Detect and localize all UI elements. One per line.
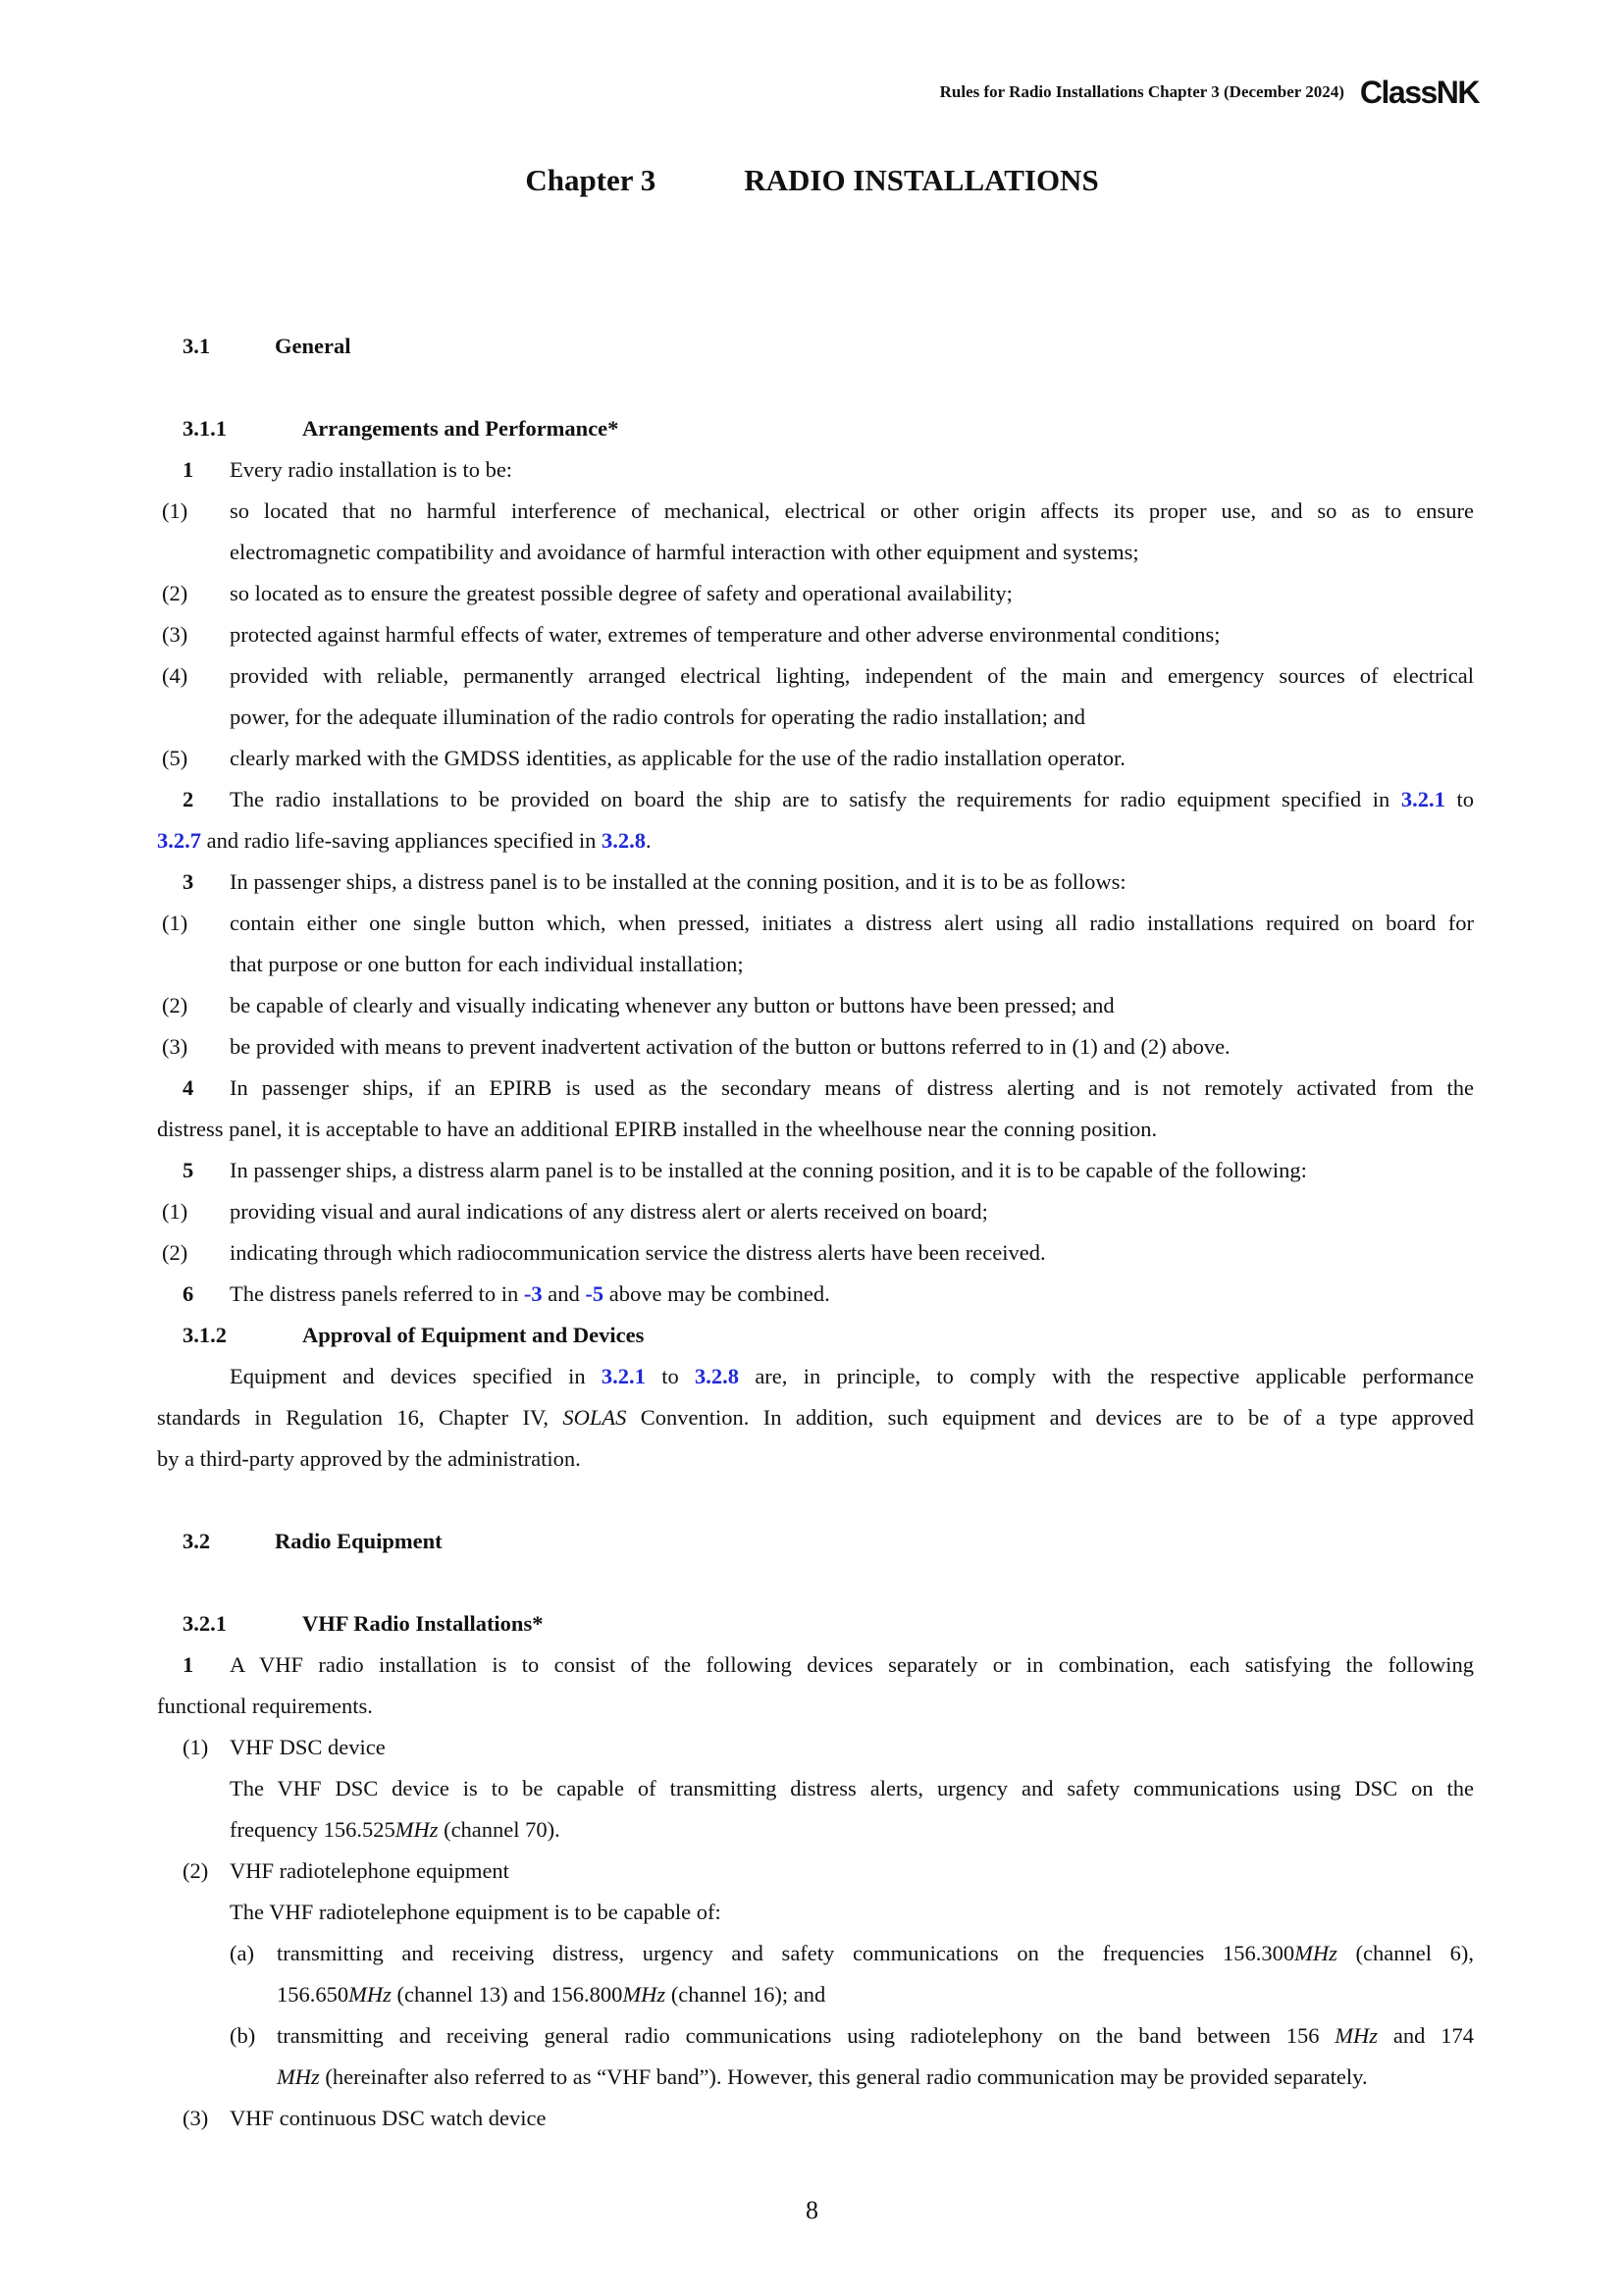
paragraph: [157, 1068, 1474, 1109]
paragraph: [157, 449, 1474, 491]
classnk-logo: ClassNK: [1359, 75, 1479, 110]
item-title: VHF DSC device: [230, 1735, 386, 1759]
item-text: The VHF DSC device is to be capable of transmitting distress alerts, urgency and safety communications using DSC on the: [230, 1776, 1474, 1800]
paragraph-continuation: distress panel, it is acceptable to have an additional EPIRB installed in the wheelhouse near the conning position.: [157, 1117, 1158, 1141]
paragraph-text: to: [1444, 787, 1474, 811]
item-number: (1): [162, 1199, 188, 1224]
list-item: [157, 1727, 1474, 1768]
section-number: 3.1: [183, 334, 211, 358]
paragraph: [157, 861, 1474, 903]
paragraph: [157, 1274, 1474, 1315]
item-text: be capable of clearly and visually indicating whenever any button or buttons have been pressed; and: [230, 993, 1115, 1018]
paragraph-text: Convention. In addition, such equipment and devices are to be of a type approved: [626, 1405, 1474, 1430]
cross-reference-link[interactable]: -3: [523, 1281, 543, 1306]
list-item: [157, 2098, 1474, 2139]
item-number: (2): [162, 993, 188, 1018]
article-number: 3.1.1: [183, 416, 227, 441]
item-number: (2): [162, 581, 188, 605]
list-item: [157, 738, 1474, 779]
item-number: (2): [183, 1858, 209, 1883]
cross-reference-link[interactable]: 3.2.8: [695, 1364, 740, 1388]
unit: MHz: [622, 1982, 666, 2007]
unit: MHz: [277, 2064, 320, 2089]
item-text: frequency 156.525: [230, 1817, 395, 1842]
item-continuation: that purpose or one button for each individual installation;: [230, 952, 744, 976]
paragraph-number: 2: [183, 787, 194, 811]
paragraph-text: Equipment and devices specified in: [230, 1364, 602, 1388]
page-number: 8: [806, 2196, 818, 2224]
paragraph: [157, 1150, 1474, 1191]
paragraph-number: 1: [183, 457, 194, 482]
article-number: 3.2.1: [183, 1611, 227, 1636]
item-text: be provided with means to prevent inadvertent activation of the button or buttons referred to in (1) and (2) above.: [230, 1034, 1231, 1059]
list-item: [157, 1851, 1474, 1892]
item-text: so located that no harmful interference of mechanical, electrical or other origin affects its proper use, and so as to ensure: [230, 498, 1474, 523]
cross-reference-link[interactable]: 3.2.7: [157, 828, 201, 853]
item-text: indicating through which radiocommunication service the distress alerts have been received.: [230, 1240, 1046, 1265]
list-item: [157, 614, 1474, 655]
convention-name: SOLAS: [562, 1405, 627, 1430]
cross-reference-link[interactable]: 3.2.8: [601, 828, 646, 853]
unit: MHz: [394, 1817, 439, 1842]
item-text: protected against harmful effects of water, extremes of temperature and other adverse environmental conditions;: [230, 622, 1221, 647]
item-text: The VHF radiotelephone equipment is to be capable of:: [230, 1900, 721, 1924]
article-heading: [157, 408, 1474, 449]
paragraph-continuation: functional requirements.: [157, 1694, 373, 1718]
list-item: [157, 1232, 1474, 1274]
item-number: (1): [183, 1735, 209, 1759]
item-text: providing visual and aural indications of any distress alert or alerts received on board;: [230, 1199, 988, 1224]
item-number: (3): [162, 622, 188, 647]
sub-item-segment: and 174: [1378, 2023, 1474, 2048]
item-text: clearly marked with the GMDSS identities, as applicable for the use of the radio installation operator.: [230, 746, 1126, 770]
list-item: [157, 1191, 1474, 1232]
paragraph-text: A VHF radio installation is to consist of the following devices separately or in combination, each satisfying the following: [230, 1652, 1474, 1677]
sub-item-continuation: [157, 2057, 1474, 2098]
sub-item-segment: (hereinafter also referred to as “VHF band”). However, this general radio communication may be provided separately.: [319, 2064, 1368, 2089]
sub-item-segment: transmitting and receiving distress, urgency and safety communications on the frequencies 156.300: [277, 1941, 1295, 1965]
section-title: General: [275, 334, 351, 358]
list-item: [157, 903, 1474, 944]
item-continuation: [157, 1809, 1474, 1851]
paragraph-number: 4: [183, 1075, 194, 1100]
paragraph-number: 5: [183, 1158, 194, 1182]
paragraph-number: 3: [183, 869, 194, 894]
paragraph: [157, 1356, 1474, 1397]
sub-item-number: (a): [230, 1941, 254, 1965]
list-item: [157, 655, 1474, 697]
sub-item-segment: transmitting and receiving general radio communications using radiotelephony on the band between 156: [277, 2023, 1336, 2048]
sub-item-segment: (channel 6),: [1336, 1941, 1474, 1965]
article-title: Arrangements and Performance*: [302, 416, 619, 441]
item-text: contain either one single button which, when pressed, initiates a distress alert using all radio installations required on board for: [230, 911, 1474, 935]
list-item: [157, 491, 1474, 532]
item-title: VHF continuous DSC watch device: [230, 2106, 547, 2130]
article-title: VHF Radio Installations*: [302, 1611, 544, 1636]
item-number: (5): [162, 746, 188, 770]
sub-item-segment: (channel 13) and 156.800: [391, 1982, 623, 2007]
paragraph-text: In passenger ships, a distress panel is to be installed at the conning position, and it is to be as follows:: [230, 869, 1126, 894]
sub-item-number: (b): [230, 2023, 256, 2048]
chapter-number: Chapter 3: [525, 163, 656, 197]
list-item: [157, 1026, 1474, 1068]
paragraph: [157, 779, 1474, 820]
cross-reference-link[interactable]: 3.2.1: [1400, 787, 1445, 811]
section-number: 3.2: [183, 1529, 211, 1553]
item-number: (3): [162, 1034, 188, 1059]
running-header: [940, 77, 1479, 108]
paragraph-text: standards in Regulation 16, Chapter IV,: [157, 1405, 563, 1430]
unit: MHz: [1294, 1941, 1337, 1965]
item-number: (1): [162, 911, 188, 935]
paragraph-continuation: by a third-party approved by the administration.: [157, 1446, 581, 1471]
item-number: (3): [183, 2106, 209, 2130]
paragraph-text: The distress panels referred to in: [230, 1281, 524, 1306]
paragraph-text: are, in principle, to comply with the respective applicable performance: [739, 1364, 1474, 1388]
item-continuation: electromagnetic compatibility and avoidance of harmful interaction with other equipment and systems;: [230, 540, 1139, 564]
cross-reference-link[interactable]: 3.2.1: [601, 1364, 646, 1388]
item-text: provided with reliable, permanently arranged electrical lighting, independent of the main and emergency sources of electrical: [230, 663, 1474, 688]
item-text: (channel 70).: [438, 1817, 560, 1842]
item-continuation: power, for the adequate illumination of the radio controls for operating the radio installation; and: [230, 704, 1085, 729]
paragraph-continuation: [157, 820, 1474, 861]
item-title: VHF radiotelephone equipment: [230, 1858, 509, 1883]
running-title: Rules for Radio Installations Chapter 3 (December 2024): [939, 82, 1344, 101]
sub-item-text: [277, 2015, 1474, 2057]
section-title: Radio Equipment: [275, 1529, 443, 1553]
item-number: (4): [162, 663, 188, 688]
item-number: (1): [162, 498, 188, 523]
article-heading: [157, 1315, 1474, 1356]
paragraph-text: In passenger ships, if an EPIRB is used as the secondary means of distress alerting and is not remotely activated from the: [230, 1075, 1474, 1100]
sub-item-continuation: [157, 1974, 1474, 2015]
sub-item-text: [277, 1933, 1474, 1974]
paragraph-text: The radio installations to be provided on board the ship are to satisfy the requirements for radio equipment specified in: [230, 787, 1401, 811]
paragraph-continuation: [157, 1397, 1474, 1438]
sub-item-segment: (channel 16); and: [665, 1982, 826, 2007]
sub-item: [157, 2015, 1474, 2057]
chapter-heading: [0, 163, 1624, 198]
paragraph-text: and: [542, 1281, 586, 1306]
paragraph-text: Every radio installation is to be:: [230, 457, 513, 482]
unit: MHz: [1335, 2023, 1379, 2048]
article-title: Approval of Equipment and Devices: [302, 1323, 645, 1347]
list-item: [157, 573, 1474, 614]
section-heading: [157, 326, 1474, 367]
paragraph-text: to: [645, 1364, 696, 1388]
document-body: [157, 326, 1474, 2139]
sub-item-segment: 156.650: [277, 1982, 349, 2007]
list-item: [157, 985, 1474, 1026]
paragraph-text: In passenger ships, a distress alarm panel is to be installed at the conning position, and it is to be capable of the following:: [230, 1158, 1307, 1182]
cross-reference-link[interactable]: -5: [585, 1281, 604, 1306]
unit: MHz: [348, 1982, 392, 2007]
article-heading: [157, 1603, 1474, 1644]
paragraph: [157, 1644, 1474, 1686]
paragraph-text: and radio life-saving appliances specified in: [201, 828, 602, 853]
section-heading: [157, 1521, 1474, 1562]
item-text: so located as to ensure the greatest possible degree of safety and operational availability;: [230, 581, 1013, 605]
sub-item: [157, 1933, 1474, 1974]
item-number: (2): [162, 1240, 188, 1265]
paragraph-number: 6: [183, 1281, 194, 1306]
article-number: 3.1.2: [183, 1323, 227, 1347]
paragraph-text: above may be combined.: [603, 1281, 830, 1306]
chapter-title: RADIO INSTALLATIONS: [744, 163, 1099, 197]
paragraph-text: .: [645, 828, 652, 853]
paragraph-number: 1: [183, 1652, 194, 1677]
